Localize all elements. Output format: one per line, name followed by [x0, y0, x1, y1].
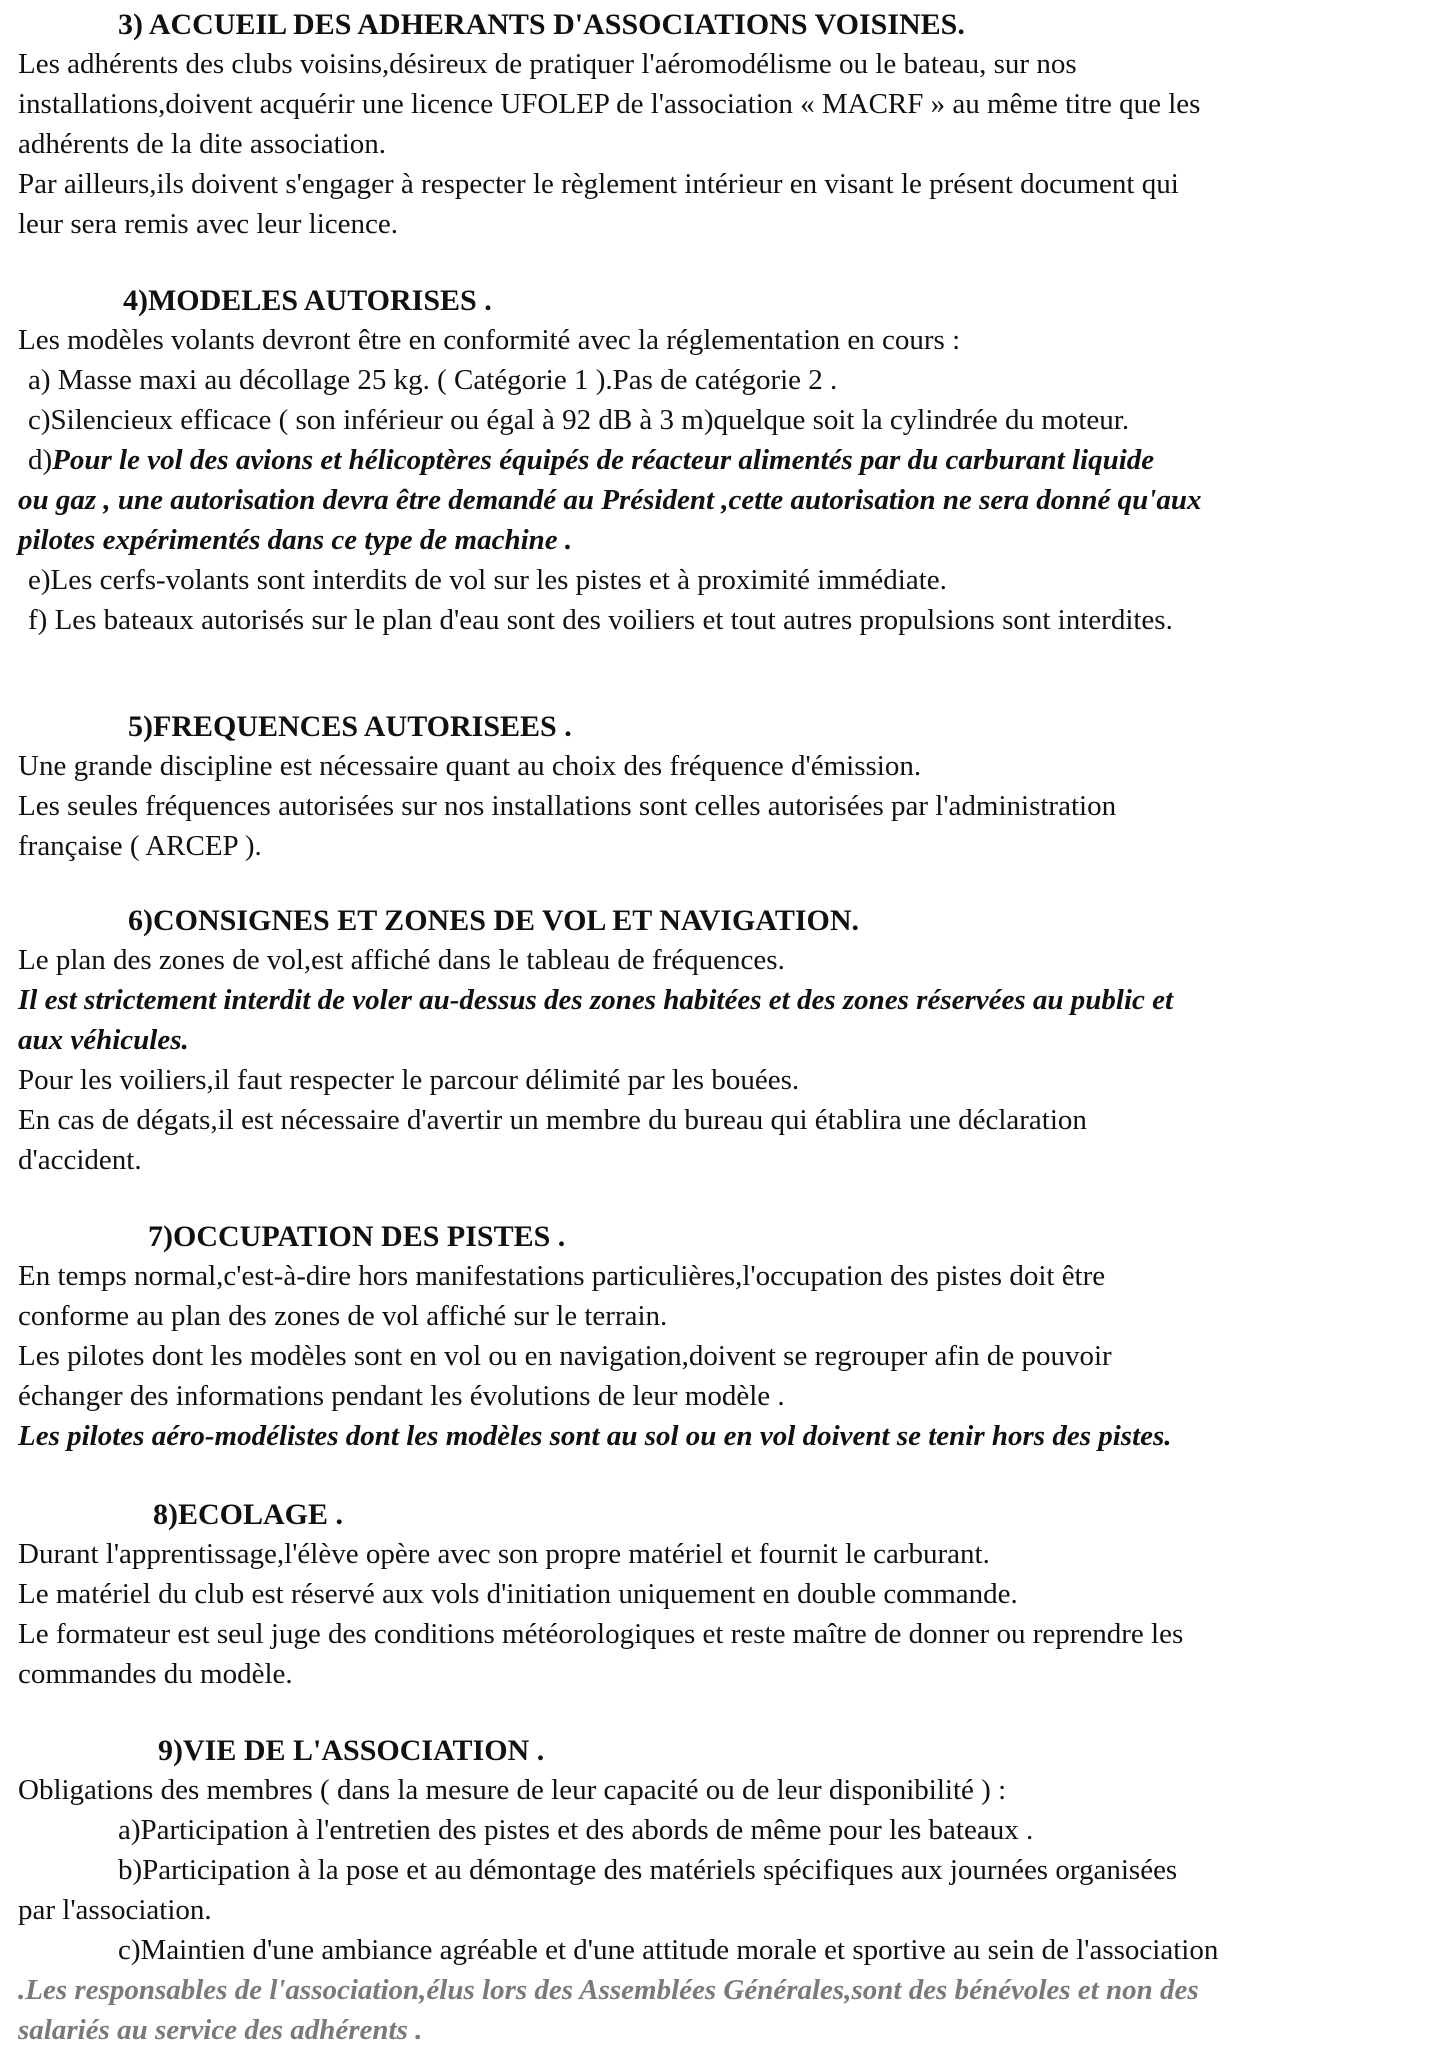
list-item-e: e)Les cerfs-volants sont interdits de vol sur les pistes et à proximité immédiate. — [28, 564, 947, 596]
section-4 — [18, 282, 1436, 640]
paragraph-line: Pour les voiliers,il faut respecter le parcour délimité par les bouées. — [18, 1064, 800, 1096]
paragraph-line: échanger des informations pendant les évolutions de leur modèle . — [18, 1380, 785, 1412]
paragraph-line: Par ailleurs,ils doivent s'engager à respecter le règlement intérieur en visant le présent document qui — [18, 168, 1179, 200]
list-item-d-text: Pour le vol des avions et hélicoptères équipés de réacteur alimentés par du carburant liquide — [52, 444, 1155, 476]
paragraph-line-bold: ou gaz , une autorisation devra être demandé au Président ,cette autorisation ne sera donné qu'aux — [18, 484, 1202, 516]
list-item-c: c)Silencieux efficace ( son inférieur ou égal à 92 dB à 3 m)quelque soit la cylindrée du moteur. — [28, 404, 1130, 436]
paragraph-line: Les modèles volants devront être en conformité avec la réglementation en cours : — [18, 324, 961, 356]
section-6 — [18, 902, 1436, 1180]
paragraph-line-bold: pilotes expérimentés dans ce type de machine . — [18, 524, 573, 556]
paragraph-line: En cas de dégats,il est nécessaire d'avertir un membre du bureau qui établira une déclaration — [18, 1104, 1087, 1136]
paragraph-line: d'accident. — [18, 1144, 142, 1176]
paragraph-line: Les seules fréquences autorisées sur nos installations sont celles autorisées par l'administration — [18, 790, 1117, 822]
section-8 — [18, 1496, 1436, 1694]
list-item-c: c)Maintien d'une ambiance agréable et d'une attitude morale et sportive au sein de l'association — [118, 1934, 1219, 1966]
list-item-f: f) Les bateaux autorisés sur le plan d'eau sont des voiliers et tout autres propulsions sont interdites. — [28, 604, 1173, 636]
section-8-heading: 8)ECOLAGE . — [153, 1498, 344, 1531]
paragraph-line-bold: aux véhicules. — [18, 1024, 189, 1056]
closing-note-line: salariés au service des adhérents . — [18, 2014, 423, 2046]
list-item-a: a)Participation à l'entretien des pistes et des abords de même pour les bateaux . — [118, 1814, 1034, 1846]
paragraph-line: adhérents de la dite association. — [18, 128, 387, 160]
paragraph-line: Les adhérents des clubs voisins,désireux de pratiquer l'aéromodélisme ou le bateau, sur nos — [18, 48, 1077, 80]
list-item-d-prefix: d) — [28, 444, 53, 476]
list-item-d — [18, 440, 1436, 480]
paragraph-line: Obligations des membres ( dans la mesure de leur capacité ou de leur disponibilité ) : — [18, 1774, 1007, 1806]
paragraph-line: conforme au plan des zones de vol affiché sur le terrain. — [18, 1300, 668, 1332]
section-7-heading: 7)OCCUPATION DES PISTES . — [148, 1220, 566, 1253]
section-5-heading: 5)FREQUENCES AUTORISEES . — [128, 710, 572, 743]
paragraph-line: En temps normal,c'est-à-dire hors manifestations particulières,l'occupation des pistes doit être — [18, 1260, 1106, 1292]
list-item-b: b)Participation à la pose et au démontage des matériels spécifiques aux journées organisées — [118, 1854, 1178, 1886]
list-item-a: a) Masse maxi au décollage 25 kg. ( Catégorie 1 ).Pas de catégorie 2 . — [28, 364, 838, 396]
paragraph-line: Le plan des zones de vol,est affiché dans le tableau de fréquences. — [18, 944, 785, 976]
paragraph-line: Le formateur est seul juge des conditions météorologiques et reste maître de donner ou reprendre les — [18, 1618, 1184, 1650]
paragraph-line: Le matériel du club est réservé aux vols d'initiation uniquement en double commande. — [18, 1578, 1018, 1610]
section-7 — [18, 1218, 1436, 1456]
paragraph-line: Une grande discipline est nécessaire quant au choix des fréquence d'émission. — [18, 750, 922, 782]
paragraph-line: par l'association. — [18, 1894, 212, 1926]
section-4-heading: 4)MODELES AUTORISES . — [123, 284, 492, 317]
paragraph-line: commandes du modèle. — [18, 1658, 293, 1690]
section-6-heading: 6)CONSIGNES ET ZONES DE VOL ET NAVIGATION. — [128, 904, 860, 937]
paragraph-line: leur sera remis avec leur licence. — [18, 208, 399, 240]
paragraph-line-bold: Les pilotes aéro-modélistes dont les modèles sont au sol ou en vol doivent se tenir hors des pistes. — [18, 1420, 1172, 1452]
section-9 — [18, 1732, 1436, 2050]
section-3 — [18, 6, 1436, 244]
paragraph-line: française ( ARCEP ). — [18, 830, 262, 862]
paragraph-line: Les pilotes dont les modèles sont en vol ou en navigation,doivent se regrouper afin de pouvoir — [18, 1340, 1112, 1372]
paragraph-line: Durant l'apprentissage,l'élève opère avec son propre matériel et fournit le carburant. — [18, 1538, 990, 1570]
section-3-heading: 3) ACCUEIL DES ADHERANTS D'ASSOCIATIONS VOISINES. — [118, 8, 965, 41]
section-5 — [18, 708, 1436, 866]
closing-note-line: .Les responsables de l'association,élus lors des Assemblées Générales,sont des bénévoles et non des — [18, 1974, 1199, 2006]
paragraph-line: installations,doivent acquérir une licence UFOLEP de l'association « MACRF » au même titre que les — [18, 88, 1201, 120]
paragraph-line-bold: Il est strictement interdit de voler au-dessus des zones habitées et des zones réservées au public et — [18, 984, 1174, 1016]
section-9-heading: 9)VIE DE L'ASSOCIATION . — [158, 1734, 545, 1767]
